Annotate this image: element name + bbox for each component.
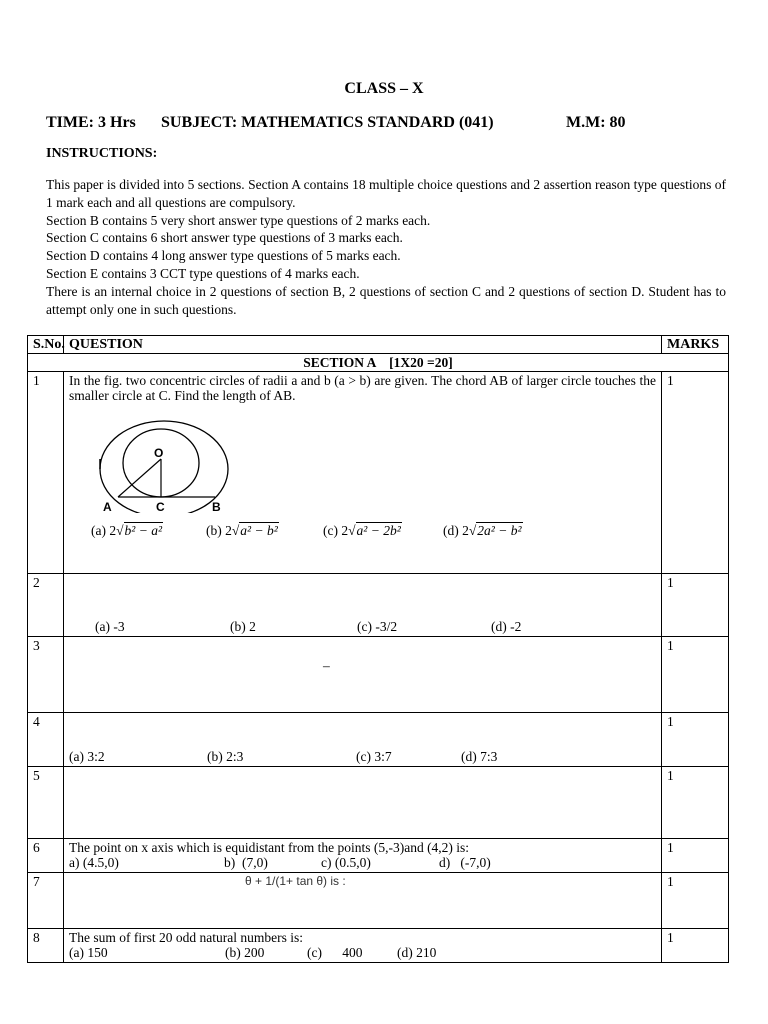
table-row (28, 873, 729, 929)
option-a: (a) 3:2 (69, 749, 105, 764)
option-d: (d) 7:3 (461, 749, 498, 764)
instruction-line: Section E contains 3 CCT type questions of 4 marks each. (46, 265, 360, 281)
question-number: 8 (28, 929, 64, 963)
options-row (69, 945, 656, 961)
table-header-row (28, 336, 729, 354)
question-dash: – (323, 658, 330, 673)
table-row (28, 372, 729, 574)
option-b: (b) 200 (225, 945, 265, 960)
instructions-title: INSTRUCTIONS: (46, 146, 158, 161)
option-c: c) (0.5,0) (321, 855, 371, 870)
table-row (28, 713, 729, 767)
question-number: 1 (28, 372, 64, 574)
question-marks: 1 (662, 767, 729, 839)
option-radicand: a² − 2b² (356, 523, 401, 538)
label-c: C (156, 500, 165, 513)
option-a: (a) 2√b² − a² (91, 523, 162, 538)
option-d: d) (-7,0) (439, 855, 491, 870)
question-marks: 1 (662, 873, 729, 929)
option-b: (b) 2 (230, 619, 256, 634)
option-b: (b) 2:3 (207, 749, 244, 764)
time-label: TIME: 3 Hrs (46, 114, 136, 131)
question-marks: 1 (662, 839, 729, 873)
table-row (28, 637, 729, 713)
question-2 (64, 574, 662, 637)
option-b: b) (7,0) (224, 855, 268, 870)
option-d: (d) 210 (397, 945, 437, 960)
option-prefix: (a) 2 (91, 523, 117, 538)
options-row (69, 749, 656, 765)
option-d: (d) 2√2a² − b² (443, 523, 522, 538)
question-7 (64, 873, 662, 929)
label-b: B (212, 500, 221, 513)
instruction-line: There is an internal choice in 2 questions of section B, 2 questions of section C and 2 questions of section D. Student has to attempt only one in such questions. (46, 283, 726, 317)
question-table (27, 335, 729, 963)
question-3 (64, 637, 662, 713)
question-text: The point on x axis which is equidistant from the points (5,-3)and (4,2) is: (69, 840, 470, 855)
label-o: O (154, 446, 164, 460)
instruction-line: This paper is divided into 5 sections. Section A contains 18 multiple choice questions and 2 assertion reason type questions of 1 mark each and all questions are compulsory. (46, 177, 726, 210)
question-text: In the fig. two concentric circles of radii a and b (a > b) are given. The chord AB of larger circle touches the smaller circle at C. Find the length of AB. (69, 373, 656, 403)
sno-header: S.No. (28, 336, 64, 354)
question-8 (64, 929, 662, 963)
option-c: (c) -3/2 (357, 619, 398, 634)
table-row (28, 839, 729, 873)
question-number: 5 (28, 767, 64, 839)
option-a: (a) 150 (69, 945, 108, 960)
option-radicand: a² − b² (240, 523, 278, 538)
question-number: 4 (28, 713, 64, 767)
option-a: a) (4.5,0) (69, 855, 119, 870)
instruction-line: Section C contains 6 short answer type questions of 3 marks each. (46, 230, 403, 246)
question-marks: 1 (662, 929, 729, 963)
table-row (28, 929, 729, 963)
option-c: (c) 2√a² − 2b² (323, 523, 401, 538)
options-row (69, 619, 656, 635)
label-a: A (103, 500, 112, 513)
circles-diagram (69, 403, 269, 513)
table-row (28, 574, 729, 637)
question-number: 6 (28, 839, 64, 873)
question-6 (64, 839, 662, 873)
marks-header: MARKS (662, 336, 729, 354)
table-row (28, 767, 729, 839)
option-prefix: (b) 2 (206, 523, 232, 538)
option-prefix: (d) 2 (443, 523, 469, 538)
option-a: (a) -3 (95, 619, 125, 634)
option-radicand: b² − a² (124, 523, 162, 538)
question-number: 3 (28, 637, 64, 713)
options-row (69, 855, 656, 871)
question-text: θ + 1/(1+ tan θ) is : (245, 874, 346, 888)
section-a-heading: SECTION A [1X20 =20] (28, 354, 729, 372)
options-row (69, 523, 656, 547)
option-d: (d) -2 (491, 619, 522, 634)
question-5 (64, 767, 662, 839)
question-marks: 1 (662, 713, 729, 767)
max-marks-label: M.M: 80 (566, 114, 626, 131)
question-marks: 1 (662, 574, 729, 637)
option-c: (c) 400 (307, 945, 363, 960)
question-4 (64, 713, 662, 767)
concentric-circles-figure (69, 403, 656, 513)
question-marks: 1 (662, 637, 729, 713)
option-c: (c) 3:7 (356, 749, 392, 764)
option-prefix: (c) 2 (323, 523, 349, 538)
class-title: CLASS – X (344, 80, 424, 97)
option-radicand: 2a² − b² (477, 523, 522, 538)
section-a-row (28, 354, 729, 372)
question-header: QUESTION (64, 336, 662, 354)
instruction-line: Section B contains 5 very short answer type questions of 2 marks each. (46, 212, 431, 228)
question-marks: 1 (662, 372, 729, 574)
instructions-body (46, 176, 726, 318)
question-number: 2 (28, 574, 64, 637)
instruction-line: Section D contains 4 long answer type questions of 5 marks each. (46, 248, 401, 264)
option-b: (b) 2√a² − b² (206, 523, 278, 538)
question-1 (64, 372, 662, 574)
subject-label: SUBJECT: MATHEMATICS STANDARD (041) (161, 114, 494, 131)
question-text: The sum of first 20 odd natural numbers is: (69, 930, 303, 945)
question-number: 7 (28, 873, 64, 929)
